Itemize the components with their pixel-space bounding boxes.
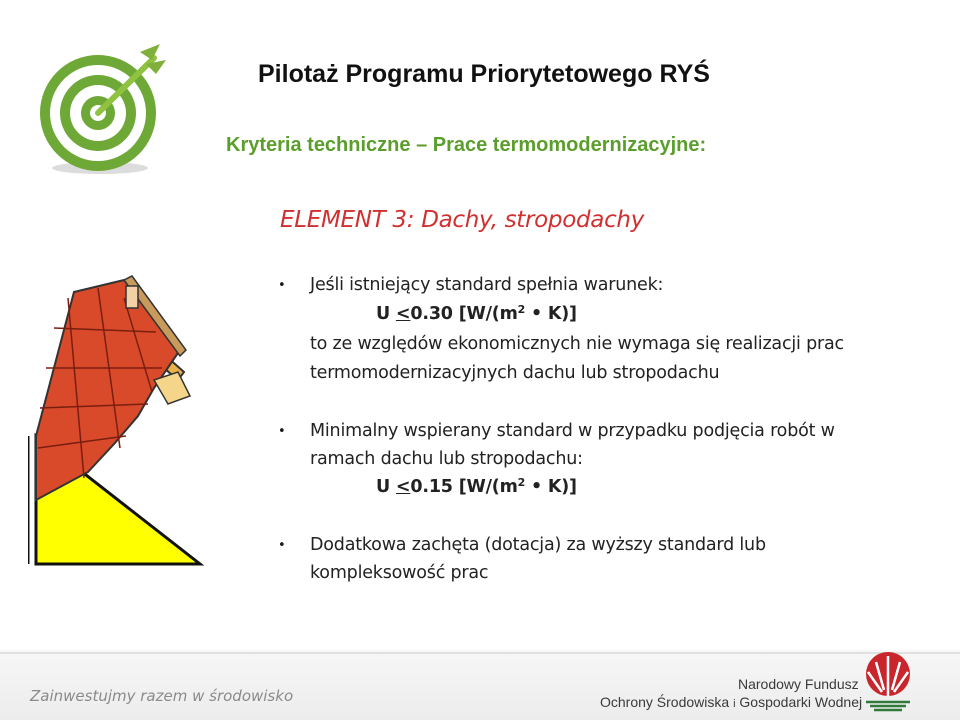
bullet-1-line-1: Jeśli istniejący standard spełnia warunek: <box>310 275 664 295</box>
slide-subtitle: Kryteria techniczne – Prace termomodernizacyjne: <box>226 134 707 156</box>
fund-name-line-2 <box>600 694 862 710</box>
bullet-3-line-1: Dodatkowa zachęta (dotacja) za wyższy standard lub <box>310 535 766 555</box>
formula-unit-close: • K)] <box>531 304 577 324</box>
bullet-icon: • <box>278 424 286 439</box>
bullet-icon: • <box>278 278 286 293</box>
slide-title: Pilotaż Programu Priorytetowego RYŚ <box>258 60 710 88</box>
formula-unit-close: • K)] <box>531 477 577 497</box>
formula-operator: < <box>395 304 411 324</box>
formula-exponent: 2 <box>517 303 526 316</box>
fund-name-part-a: Ochrony Środowiska <box>600 694 730 710</box>
footer-divider <box>0 652 960 654</box>
roof-illustration <box>28 268 204 568</box>
formula-unit-open: [W/(m <box>458 477 518 497</box>
bullet-icon: • <box>278 538 286 553</box>
fund-name-part-b: Gospodarki Wodnej <box>739 694 863 710</box>
formula-value: 0.30 <box>410 304 453 324</box>
formula-u: U <box>376 304 391 324</box>
formula-unit-open: [W/(m <box>458 304 518 324</box>
fund-logo-icon <box>860 650 916 714</box>
formula-u: U <box>376 477 391 497</box>
bullet-3-line-2: kompleksowość prac <box>310 563 489 583</box>
bullet-2-formula <box>376 477 577 497</box>
fund-name-line-1: Narodowy Fundusz <box>738 676 859 692</box>
formula-operator: < <box>395 477 411 497</box>
bullet-1-formula <box>376 304 577 324</box>
formula-value: 0.15 <box>410 477 453 497</box>
formula-exponent: 2 <box>517 476 526 489</box>
bullet-2-line-1: Minimalny wspierany standard w przypadku podjęcia robót w <box>310 421 835 441</box>
bullet-2-line-2: ramach dachu lub stropodachu: <box>310 449 583 469</box>
bullet-1-line-4: termomodernizacyjnych dachu lub stropodachu <box>310 363 720 383</box>
footer-slogan: Zainwestujmy razem w środowisko <box>30 687 294 705</box>
bullet-1-line-3: to ze względów ekonomicznych nie wymaga się realizacji prac <box>310 334 844 354</box>
element-heading: ELEMENT 3: Dachy, stropodachy <box>280 207 645 233</box>
target-icon <box>28 38 168 178</box>
fund-name-conjunction: i <box>733 698 736 710</box>
